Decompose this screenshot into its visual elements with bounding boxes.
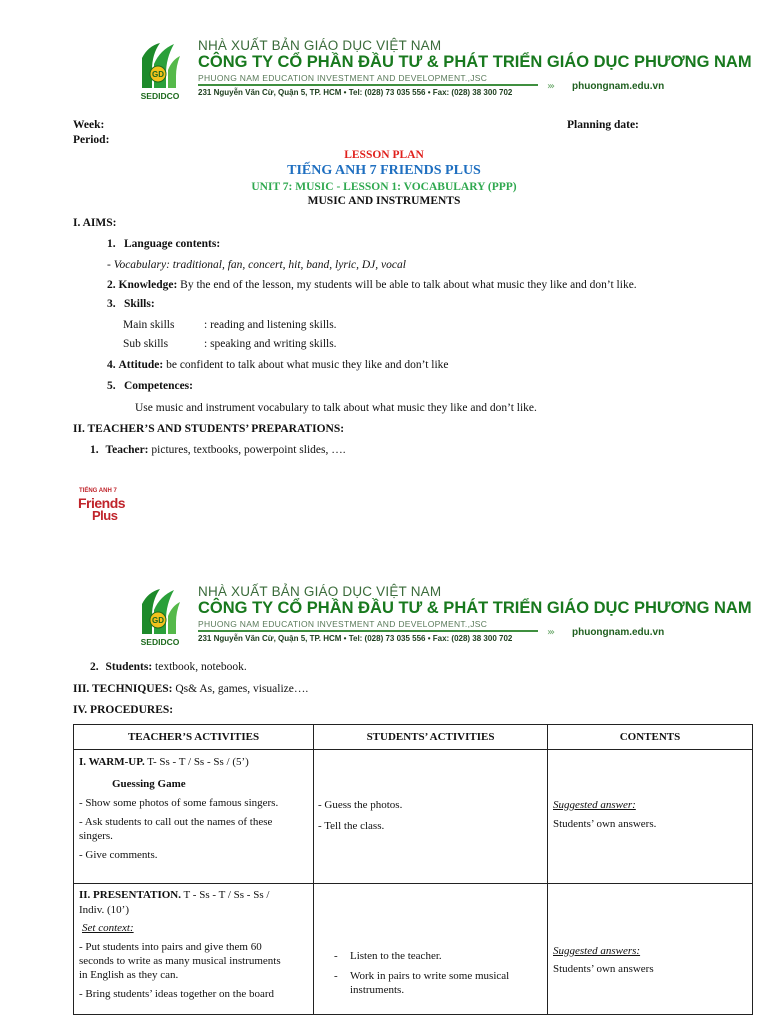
techniques-text: Qs& As, games, visualize…. [172,683,309,695]
students-label: Students: [105,661,153,673]
warmup-title-rest: T- Ss - T / Ss - Ss / (5’) [144,756,249,768]
procedures-heading: IV. PROCEDURES: [73,704,174,716]
company-name-en: PHUONG NAM EDUCATION INVESTMENT AND DEVELOPMENT.,JSC [198,619,488,629]
column-header-contents: CONTENTS [548,725,753,750]
skills-label: Skills: [124,298,155,310]
presentation-teacher-line: - Put students into pairs and give them 60 [79,941,262,953]
knowledge-item [107,278,637,292]
knowledge-number: 2. [107,279,116,291]
warmup-teacher-line: - Ask students to call out the names of these [79,816,273,828]
friends-plus-logo-line1: Friends [78,495,126,511]
presentation-content-text: Students’ own answers [553,963,654,975]
svg-text:SEDIDCO: SEDIDCO [140,637,180,647]
table-row-warmup [74,750,753,884]
company-address: 231 Nguyễn Văn Cừ, Quận 5, TP. HCM • Tel: (028) 73 035 556 • Fax: (028) 38 300 702 [198,634,513,643]
procedures-table [73,724,753,1015]
table-header-row [74,725,753,750]
skills-number: 3. [107,298,116,310]
warmup-content-label: Suggested answer: [553,799,636,811]
chevron-right-icon: ››› [547,627,553,638]
students-preparations [90,660,247,674]
knowledge-text: By the end of the lesson, my students will be able to talk about what music they like and don’t like. [177,279,637,291]
warmup-title [79,756,249,769]
week-label: Week: [73,119,105,131]
presentation-content-label: Suggested answers: [553,945,641,957]
presentation-teacher-line: - Bring students’ ideas together on the board [79,988,274,1000]
language-contents-label: Language contents: [124,238,221,250]
vocabulary-list: - Vocabulary: traditional, fan, concert, hit, band, lyric, DJ, vocal [107,259,406,271]
company-website: phuongnam.edu.vn [572,627,665,638]
friends-plus-logo [76,488,136,526]
column-header-students: STUDENTS’ ACTIVITIES [314,725,548,750]
presentation-teacher-line: in English as they can. [79,969,179,981]
sedidco-logo [138,586,182,648]
sedidco-logo [138,40,182,102]
sub-skills-label: Sub skills [123,338,169,350]
presentation-title-line2: Indiv. (10’) [79,904,129,916]
knowledge-label: Knowledge: [118,279,178,291]
presentation-teacher-line: seconds to write as many musical instruments [79,955,281,967]
warmup-content-text: Students’ own answers. [553,818,657,830]
attitude-label: Attitude: [118,359,164,371]
column-header-teacher: TEACHER’S ACTIVITIES [74,725,314,750]
presentation-student-line: Listen to the teacher. [350,950,442,962]
warmup-title-bold: I. WARM-UP. [79,756,145,768]
warmup-students-cell [314,750,548,884]
svg-text:GD: GD [152,70,164,79]
teacher-text: pictures, textbooks, powerpoint slides, …. [148,444,346,456]
friends-plus-logo-small: TIẾNG ANH 7 [79,488,117,494]
teacher-number: 1. [90,444,99,456]
presentation-student-line: Work in pairs to write some musical [350,970,510,982]
set-context-label: Set context: [82,922,134,934]
competences-label: Competences: [124,380,193,392]
company-name: CÔNG TY CỔ PHẦN ĐẦU TƯ & PHÁT TRIỂN GIÁO DỤC PHƯƠNG NAM [198,599,752,617]
list-bullet: - [334,950,338,962]
teacher-preparations [90,443,346,457]
presentation-title-rest: T - Ss - T / Ss - Ss / [180,889,270,901]
topic-title: MUSIC AND INSTRUMENTS [307,195,461,207]
presentation-students-cell [314,884,548,1015]
presentation-title-bold: II. PRESENTATION. [79,889,181,901]
competences-number: 5. [107,380,116,392]
presentation-contents-cell [548,884,753,1015]
presentation-title [79,889,269,902]
letterhead-page2 [130,582,752,652]
company-address: 231 Nguyễn Văn Cừ, Quận 5, TP. HCM • Tel: (028) 73 035 556 • Fax: (028) 38 300 702 [198,88,513,97]
company-website: phuongnam.edu.vn [572,81,665,92]
chevron-right-icon: ››› [547,81,553,92]
sub-skills-value: : speaking and writing skills. [204,338,337,350]
attitude-number: 4. [107,359,116,371]
students-number: 2. [90,661,99,673]
letterhead-rule [198,630,538,632]
publisher-name: NHÀ XUẤT BẢN GIÁO DỤC VIỆT NAM [198,38,442,53]
svg-text:GD: GD [152,616,164,625]
lesson-plan-title: LESSON PLAN [344,149,424,161]
warmup-teacher-cell [74,750,314,884]
presentation-teacher-cell [74,884,314,1015]
students-text: textbook, notebook. [152,661,247,673]
preparations-heading: II. TEACHER’S AND STUDENTS’ PREPARATIONS: [73,423,345,435]
techniques-line [73,682,308,696]
warmup-teacher-line: - Show some photos of some famous singers. [79,797,279,809]
main-skills-value: : reading and listening skills. [204,319,337,331]
warmup-teacher-line: singers. [79,830,113,842]
table-row-presentation [74,884,753,1015]
aims-heading: I. AIMS: [73,217,117,229]
letterhead-rule [198,84,538,86]
company-name-en: PHUONG NAM EDUCATION INVESTMENT AND DEVELOPMENT.,JSC [198,73,488,83]
attitude-item [107,358,449,372]
course-title: TIẾNG ANH 7 FRIENDS PLUS [287,163,481,178]
period-label: Period: [73,134,110,146]
list-bullet: - [334,970,338,982]
warmup-contents-cell [548,750,753,884]
techniques-label: III. TECHNIQUES: [73,683,173,695]
publisher-name: NHÀ XUẤT BẢN GIÁO DỤC VIỆT NAM [198,584,442,599]
svg-text:SEDIDCO: SEDIDCO [140,91,180,101]
planning-date-label: Planning date: [567,119,639,131]
letterhead [130,36,752,106]
warmup-student-line: - Guess the photos. [318,799,403,811]
main-skills-label: Main skills [123,319,175,331]
competences-text: Use music and instrument vocabulary to talk about what music they like and don’t like. [135,402,537,414]
company-name: CÔNG TY CỔ PHẦN ĐẦU TƯ & PHÁT TRIỂN GIÁO DỤC PHƯƠNG NAM [198,53,752,71]
warmup-student-line: - Tell the class. [318,820,385,832]
unit-title: UNIT 7: MUSIC - LESSON 1: VOCABULARY (PPP) [251,181,517,193]
warmup-teacher-line: - Give comments. [79,849,158,861]
attitude-text: be confident to talk about what music they like and don’t like [163,359,449,371]
teacher-label: Teacher: [105,444,149,456]
presentation-student-line: instruments. [350,984,405,996]
language-contents-number: 1. [107,238,116,250]
friends-plus-logo-line2: Plus [92,508,118,523]
warmup-game-name: Guessing Game [112,778,186,790]
